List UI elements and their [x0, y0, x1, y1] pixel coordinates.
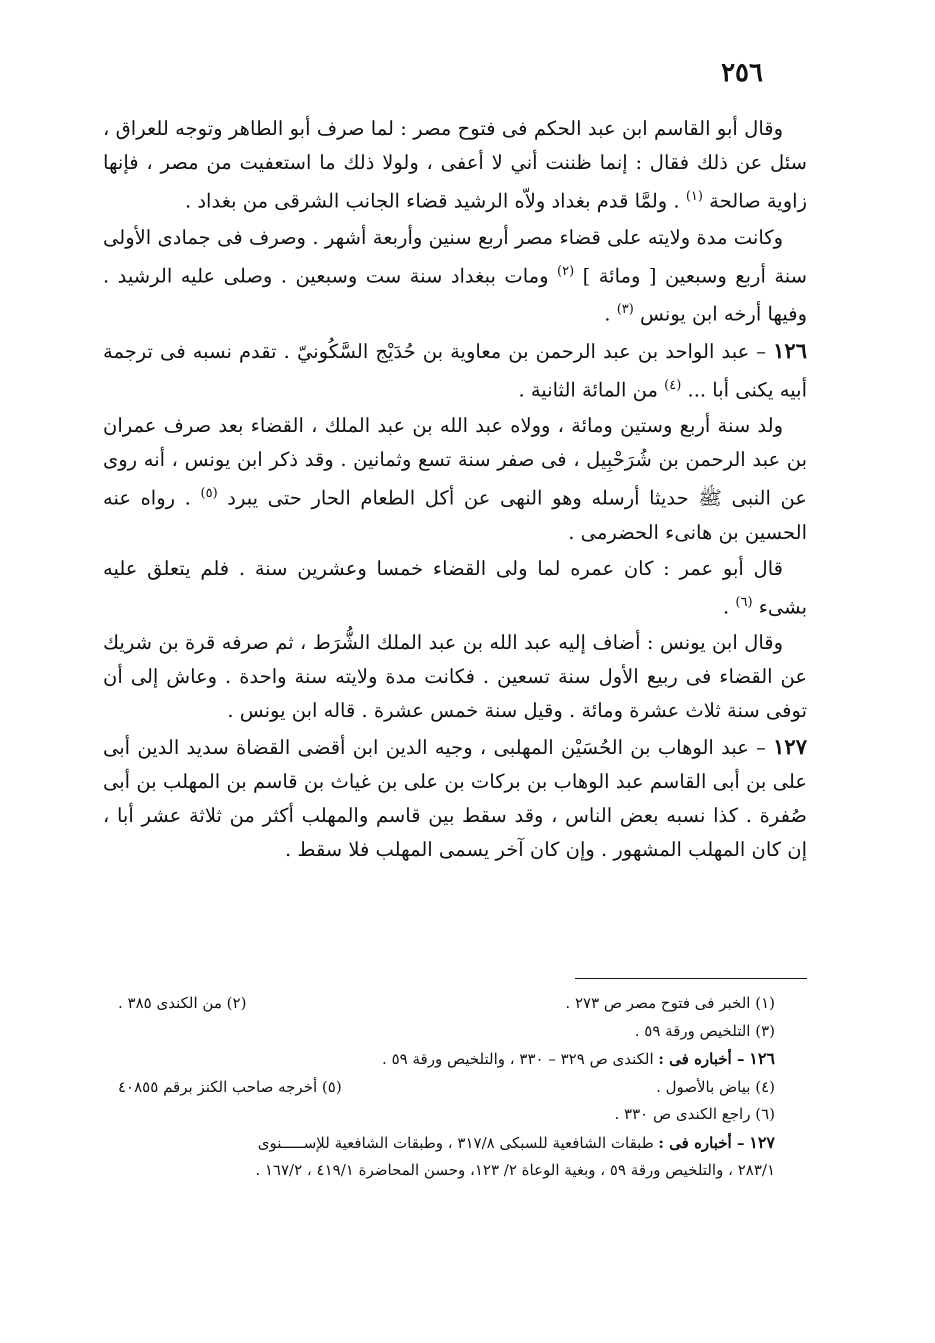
paragraph-text: قال أبو عمر : كان عمره لما ولى القضاء خمسا وعشرين سنة . فلم يتعلق عليه بشىء [103, 556, 807, 618]
footnote-ref-2[interactable]: (٢) [557, 263, 575, 279]
paragraph-text: ومات ببغداد سنة ست وسبعين . وصلى عليه الرشيد . وفيها أرخه ابن يونس [103, 264, 807, 326]
footnote-ref-1[interactable]: (١) [685, 189, 703, 204]
paragraph-text: وقال أبو القاسم ابن عبد الحكم فى فتوح مصر : لما صرف أبو الطاهر وتوجه للعراق ، سئل عن ذلك فقال : إنما ظننت أني لا أعفى ، ولولا ذلك ما استعفيت من مصر ، فإنها زاوية صالحة [103, 117, 807, 213]
page-number: ٢٥٦ [721, 58, 763, 88]
paragraph-abu-umar [103, 552, 807, 625]
paragraph-text: . رواه عنه الحسين بن هانىء الحضرمى . [103, 486, 807, 544]
footnote-row [118, 990, 775, 1018]
footnote-3: (٣) التلخيص ورقة ٥٩ . [634, 1021, 775, 1040]
entry-126 [103, 334, 807, 408]
footnote-row [118, 1074, 775, 1102]
footnote-entry-text: الكندى ص ٣٢٩ – ٣٣٠ ، والتلخيص ورقة ٥٩ . [382, 1050, 654, 1068]
footnote-1: (١) الخبر فى فتوح مصر ص ٢٧٣ . [565, 994, 775, 1012]
footnotes [118, 990, 775, 1185]
entry-number-127: ١٢٧ [773, 734, 807, 759]
paragraph-text: وكانت مدة ولايته على قضاء مصر أربع سنين وأربعة أشهر . وصرف فى جمادى الأولى سنة أربع وسبعين [ ومائة ] [103, 225, 808, 287]
footnote-entry-127 [118, 1129, 775, 1158]
footnote-entry-126 [118, 1045, 775, 1074]
entry-heading-text: – عبد الوهاب بن الحُسَيْن المهلبى ، وجيه الدين ابن أقضى القضاة سديد الدين أبى على بن أبى القاسم عبد الوهاب بن بركات بن على بن غياث بن قاسم بن المهلب بن أبى صُفرة . كذا نسبه بعض الناس ، وقد سقط بين قاسم والمهلب أكثر من ثلاثة عشر أبا ، إن كان المهلب المشهور . وإن كان آخر يسمى المهلب فلا سقط . [103, 736, 807, 861]
footnote-entry-label: – أخباره فى : [658, 1050, 745, 1068]
footnote-entry-number: ١٢٧ [749, 1132, 775, 1152]
footnote-5: (٥) أخرجه صاحب الكنز برقم ٤٠٨٥٥ [118, 1077, 342, 1096]
paragraph-term-length [103, 221, 807, 332]
footnote-ref-6[interactable]: (٦) [735, 594, 753, 610]
footnote-ref-3[interactable]: (٣) [616, 302, 634, 317]
footnote-ref-5[interactable]: (٥) [200, 486, 218, 501]
footnote-6: (٦) راجع الكندى ص ٣٣٠ . [614, 1105, 775, 1123]
paragraph-birth [103, 409, 807, 550]
entry-number-126: ١٢٦ [773, 337, 807, 363]
paragraph-abu-al-qasim [103, 112, 807, 219]
footnote-entry-text: طبقات الشافعية للسبكى ٣١٧/٨ ، وطبقات الشافعية للإســـــنوى [257, 1133, 654, 1152]
footnote-entry-label: – أخباره فى : [658, 1133, 745, 1152]
footnote-4: (٤) بياض بالأصول . [656, 1077, 775, 1096]
paragraph-text: . [604, 302, 611, 326]
paragraph-ibn-yunus [103, 626, 807, 728]
paragraph-text: . [723, 595, 730, 618]
footnote-divider [575, 978, 807, 979]
paragraph-text: وقال ابن يونس : أضاف إليه عبد الله بن عبد الملك الشُّرَط ، ثم صرفه قرة بن شريك عن القضاء فى ربيع الأول سنة تسعين . فكانت مدة ولايته سنة واحدة . وعاش إلى أن توفى سنة ثلاث عشرة ومائة . وقيل سنة خمس عشرة . قاله ابن يونس . [103, 631, 807, 722]
entry-127 [103, 730, 807, 867]
paragraph-text: . ولمَّا قدم بغداد ولاّه الرشيد قضاء الجانب الشرقى من بغداد . [184, 189, 680, 213]
paragraph-text: ولد سنة أربع وستين ومائة ، وولاه عبد الله بن عبد الملك ، القضاء بعد صرف عمران بن عبد الرحمن بن شُرَحْبِيل ، فى صفر سنة تسع وثمانين . وقد ذكر ابن يونس ، أنه روى عن النبى ﷺ حديثا أرسله وهو النهى عن أكل الطعام الحار حتى يبرد [103, 414, 807, 510]
footnote-entry-number: ١٢٦ [749, 1049, 775, 1068]
entry-heading-text: – عبد الواحد بن عبد الرحمن بن معاوية بن حُدَيْج السَّكُونيّ . تقدم نسبه فى ترجمة أبيه يكنى أبا ... [103, 339, 807, 401]
main-text [103, 112, 807, 869]
footnote-2: (٢) من الكندى ٣٨٥ . [118, 994, 247, 1012]
footnote-entry-127-continued: ٢٨٣/١ ، والتلخيص ورقة ٥٩ ، وبغية الوعاة ٢/ ١٢٣، وحسن المحاضرة ٤١٩/١ ، ١٦٧/٢ . [255, 1161, 775, 1179]
entry-heading-text: من المائة الثانية . [518, 378, 658, 401]
footnote-ref-4[interactable]: (٤) [664, 377, 682, 393]
